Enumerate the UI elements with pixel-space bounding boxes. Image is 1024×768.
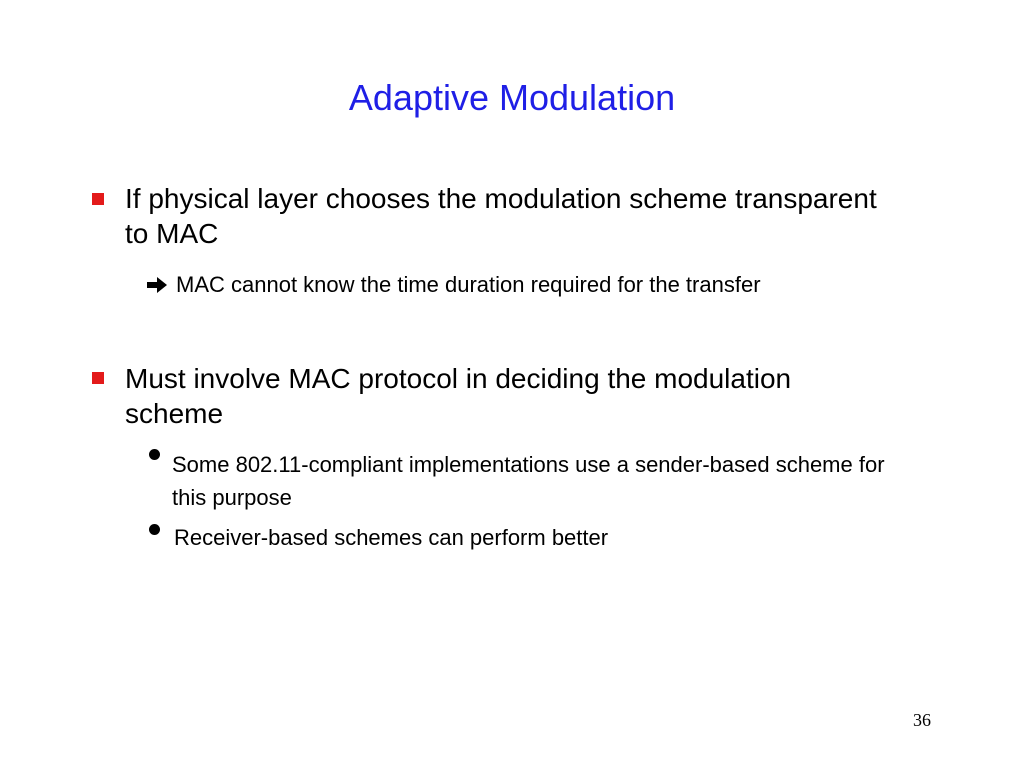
dot-icon	[149, 449, 160, 460]
square-bullet-icon	[92, 193, 104, 205]
slide-title: Adaptive Modulation	[348, 77, 676, 118]
page-number: 36	[913, 710, 931, 730]
sub-item-text: Some 802.11-compliant implementations use a sender-based scheme for this purpose	[172, 452, 885, 510]
dot-icon	[149, 524, 160, 535]
bullet-text-2: Must involve MAC protocol in deciding the modulation scheme	[125, 363, 792, 429]
sub-item-text: Receiver-based schemes can perform better	[174, 525, 609, 550]
square-bullet-icon	[92, 372, 104, 384]
arrow-icon	[145, 275, 169, 295]
sub-item-text: MAC cannot know the time duration required for the transfer	[176, 272, 761, 297]
bullet-text-1: If physical layer chooses the modulation scheme transparent to MAC	[125, 183, 877, 249]
